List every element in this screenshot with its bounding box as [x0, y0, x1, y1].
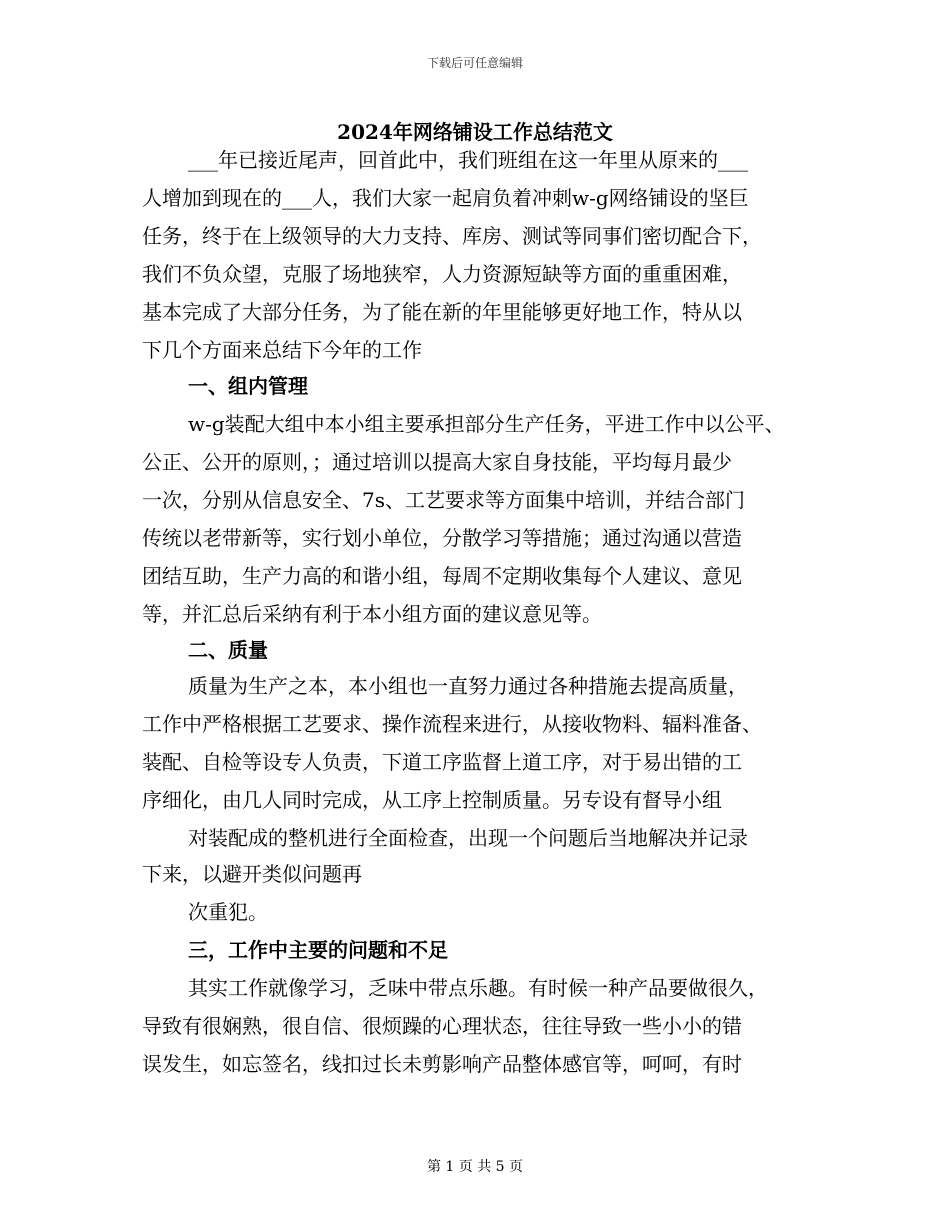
section3-line-1: 其实工作就像学习，乏味中带点乐趣。有时候一种产品要做很久，	[188, 976, 768, 1000]
section1-line-3: 一次，分别从信息安全、7s、工艺要求等方面集中培训，并结合部门	[142, 488, 745, 512]
intro-line-5: 基本完成了大部分任务，为了能在新的年里能够更好地工作，特从以	[142, 300, 742, 324]
section3-line-3: 误发生，如忘签名，线扣过长未剪影响产品整体感官等，呵呵，有时	[142, 1052, 742, 1076]
section1-line-4: 传统以老带新等，实行划小单位，分散学习等措施；通过沟通以营造	[142, 526, 742, 550]
intro-line-2: 人增加到现在的___人，我们大家一起肩负着冲刺w-g网络铺设的坚巨	[142, 186, 749, 210]
section2-line-3: 装配、自检等设专人负责，下道工序监督上道工序，对于易出错的工	[142, 750, 742, 774]
section2-line-1: 质量为生产之本，本小组也一直努力通过各种措施去提高质量，	[188, 674, 748, 698]
section-heading-quality: 二、质量	[188, 638, 268, 662]
section1-line-5: 团结互助，生产力高的和谐小组，每周不定期收集每个人建议、意见	[142, 564, 742, 588]
intro-line-3: 任务，终于在上级领导的大力支持、库房、测试等同事们密切配合下，	[142, 224, 762, 248]
section1-line-2: 公正、公开的原则，；通过培训以提高大家自身技能，平均每月最少	[142, 450, 732, 474]
section2-line-2: 工作中严格根据工艺要求、操作流程来进行，从接收物料、辐料准备、	[142, 712, 762, 736]
section1-line-1: w-g装配大组中本小组主要承担部分生产任务，平进工作中以公平、	[188, 412, 785, 436]
section1-line-6: 等，并汇总后采纳有利于本小组方面的建议意见等。	[142, 602, 602, 626]
page-footer: 第 1 页 共 5 页	[426, 1159, 524, 1175]
document-title: 2024年网络铺设工作总结范文	[337, 120, 613, 144]
section-heading-problems: 三，工作中主要的问题和不足	[188, 938, 448, 962]
intro-line-1: ___年已接近尾声，回首此中，我们班组在这一年里从原来的___	[188, 148, 748, 172]
section2-line-5: 对装配成的整机进行全面检查，出现一个问题后当地解决并记录	[188, 826, 748, 850]
section-heading-management: 一、组内管理	[188, 374, 308, 398]
section2-line-6: 下来，以避开类似问题再	[142, 862, 362, 886]
page-header: 下载后可任意编辑	[426, 56, 523, 70]
intro-line-6: 下几个方面来总结下今年的工作	[142, 338, 422, 362]
section2-line-4: 序细化，由几人同时完成，从工序上控制质量。另专设有督导小组	[142, 788, 722, 812]
section3-line-2: 导致有很娴熟，很自信、很烦躁的心理状态，往往导致一些小小的错	[142, 1014, 742, 1038]
section2-line-7: 次重犯。	[188, 900, 268, 924]
intro-line-4: 我们不负众望，克服了场地狭窄，人力资源短缺等方面的重重困难，	[142, 262, 742, 286]
